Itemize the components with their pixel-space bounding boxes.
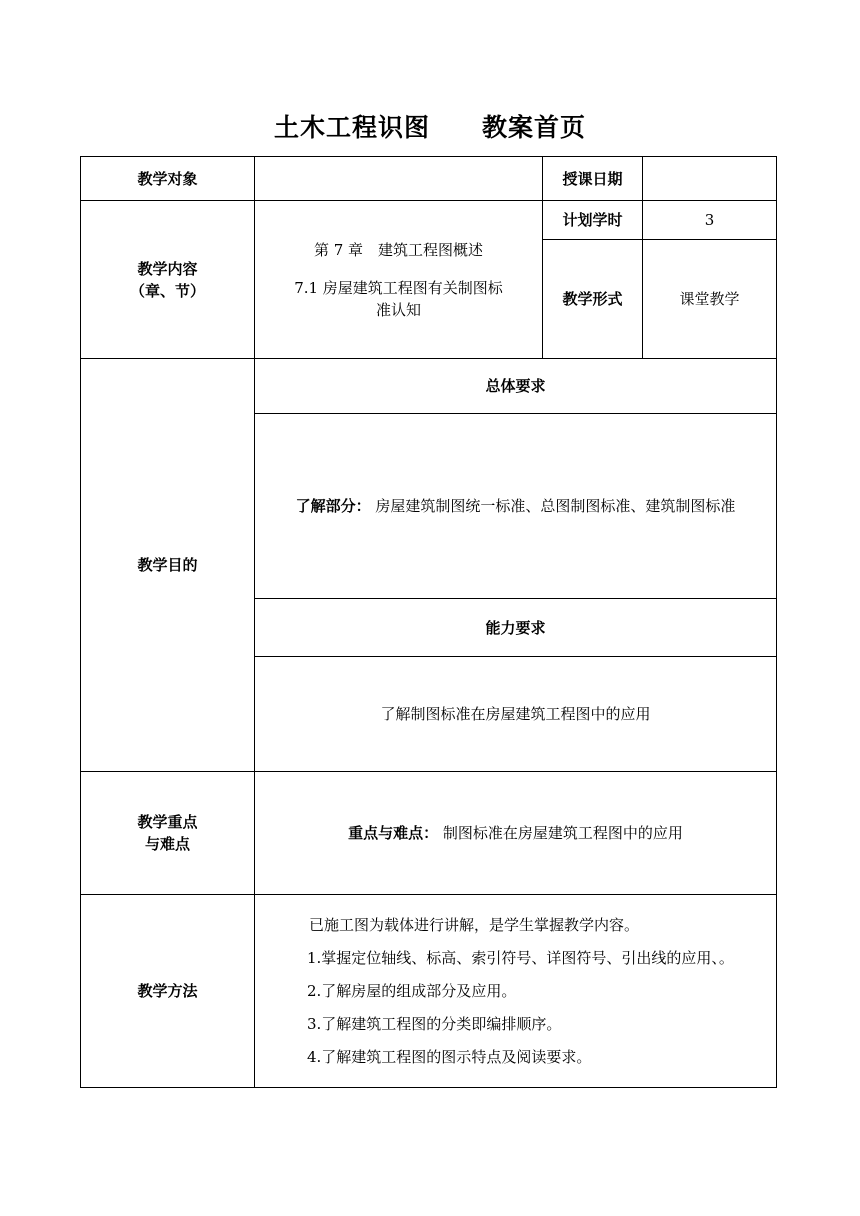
date-label: 授课日期 [543, 157, 643, 201]
form-value: 课堂教学 [643, 240, 777, 359]
chapter-title: 第 7 章 建筑工程图概述 [313, 240, 484, 259]
hours-value: 3 [643, 201, 777, 240]
content-label-line2: （章、节） [129, 281, 205, 300]
lesson-plan-table [80, 156, 777, 1088]
section-title-line1: 7.1 房屋建筑工程图有关制图标 [294, 278, 503, 297]
objectives-label: 教学目的 [81, 359, 255, 772]
methods-item-3: 3.了解建筑工程图的分类即编排顺序。 [307, 1014, 562, 1033]
ability-text: 了解制图标准在房屋建筑工程图中的应用 [255, 657, 777, 772]
content-value [255, 201, 543, 359]
key-points-cell [255, 772, 777, 895]
key-points-label-line2: 与难点 [144, 835, 190, 853]
methods-intro: 已施工图为载体进行讲解，是学生掌握教学内容。 [309, 915, 640, 934]
objectives-heading-row [81, 359, 777, 414]
understand-cell [255, 414, 777, 599]
methods-item-1: 1.掌握定位轴线、标高、索引符号、详图符号、引出线的应用、。 [307, 948, 734, 967]
key-points-label [81, 772, 255, 895]
content-label-line1: 教学内容 [137, 259, 198, 278]
methods-label: 教学方法 [81, 895, 255, 1088]
overall-heading: 总体要求 [255, 359, 777, 414]
key-points-inline-label: 重点与难点： [348, 824, 439, 842]
understand-label: 了解部分： [295, 497, 371, 515]
understand-text: 房屋建筑制图统一标准、总图制图标准、建筑制图标准 [375, 497, 736, 515]
target-label: 教学对象 [81, 157, 255, 201]
page-title: 土木工程识图 教案首页 [273, 113, 586, 142]
hours-label: 计划学时 [543, 201, 643, 240]
section-title-line2: 准认知 [375, 300, 421, 319]
methods-cell [255, 895, 777, 1088]
methods-item-4: 4.了解建筑工程图的图示特点及阅读要求。 [307, 1047, 592, 1066]
form-label: 教学形式 [543, 240, 643, 359]
methods-row [81, 895, 777, 1088]
key-points-label-line1: 教学重点 [137, 813, 198, 831]
content-label [81, 201, 255, 359]
target-value [255, 157, 543, 201]
key-points-row [81, 772, 777, 895]
key-points-text: 制图标准在房屋建筑工程图中的应用 [442, 824, 683, 842]
header-row [81, 157, 777, 201]
content-row [81, 201, 777, 240]
date-value [643, 157, 777, 201]
methods-item-2: 2.了解房屋的组成部分及应用。 [307, 981, 517, 1000]
ability-heading: 能力要求 [255, 599, 777, 657]
